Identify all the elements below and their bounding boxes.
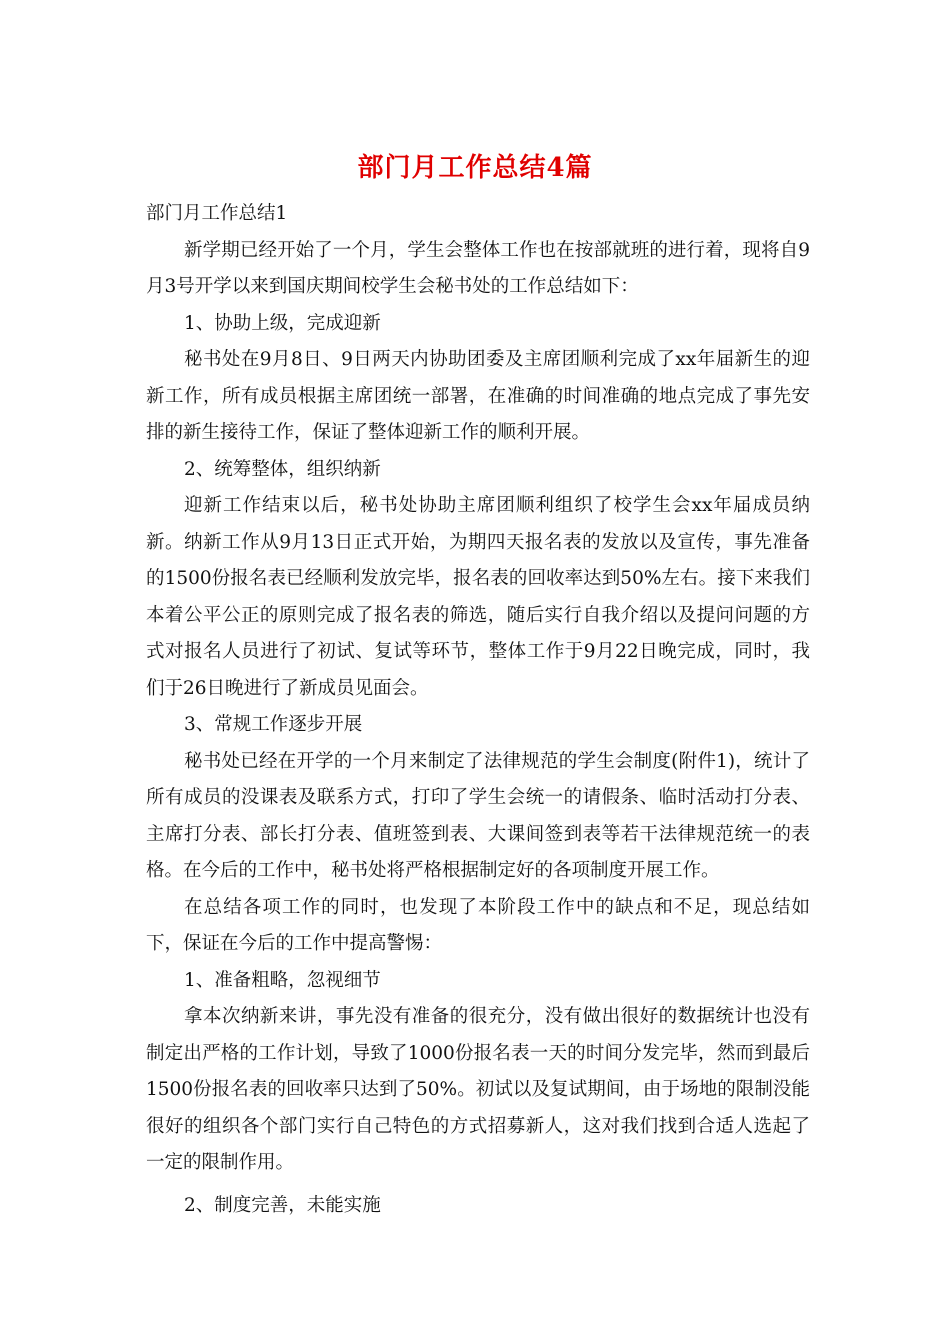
paragraph: 秘书处在9月8日、9日两天内协助团委及主席团顺利完成了xx年届新生的迎新工作，所有成员根据主席团统一部署，在准确的时间准确的地点完成了事先安排的新生接待工作，保证了整体迎新工作的顺利开展。 [146,349,810,443]
subheading: 2、统筹整体，组织纳新 [184,458,381,480]
paragraph: 新学期已经开始了一个月，学生会整体工作也在按部就班的进行着，现将自9月3号开学以来到国庆期间校学生会秘书处的工作总结如下： [146,239,810,297]
document-body [146,196,810,1224]
paragraph: 拿本次纳新来讲，事先没有准备的很充分，没有做出很好的数据统计也没有制定出严格的工作计划，导致了1000份报名表一天的时间分发完毕，然而到最后1500份报名表的回收率只达到了50%。初试以及复试期间，由于场地的限制没能很好的组织各个部门实行自己特色的方式招募新人，这对我们找到合适人选起了一定的限制作用。 [146,1006,810,1173]
subheading: 1、协助上级，完成迎新 [184,312,381,334]
paragraph: 秘书处已经在开学的一个月来制定了法律规范的学生会制度(附件1)，统计了所有成员的没课表及联系方式，打印了学生会统一的请假条、临时活动打分表、主席打分表、部长打分表、值班签到表、大课间签到表等若干法律规范统一的表格。在今后的工作中，秘书处将严格根据制定好的各项制度开展工作。 [146,750,810,881]
paragraph: 在总结各项工作的同时，也发现了本阶段工作中的缺点和不足，现总结如下，保证在今后的工作中提高警惕： [146,896,810,954]
subheading: 3、常规工作逐步开展 [184,714,363,735]
subheading: 2、制度完善，未能实施 [184,1194,381,1216]
document-title: 部门月工作总结4篇 [357,153,593,183]
subheading: 1、准备粗略，忽视细节 [184,969,381,991]
paragraph: 迎新工作结束以后，秘书处协助主席团顺利组织了校学生会xx年届成员纳新。纳新工作从9月13日正式开始，为期四天报名表的发放以及宣传，事先准备的1500份报名表已经顺利发放完毕，报名表的回收率达到50%左右。接下来我们本着公平公正的原则完成了报名表的筛选，随后实行自我介绍以及提问问题的方式对报名人员进行了初试、复试等环节，整体工作于9月22日晚完成，同时，我们于26日晚进行了新成员见面会。 [146,495,810,699]
section-heading: 部门月工作总结1 [146,203,288,224]
